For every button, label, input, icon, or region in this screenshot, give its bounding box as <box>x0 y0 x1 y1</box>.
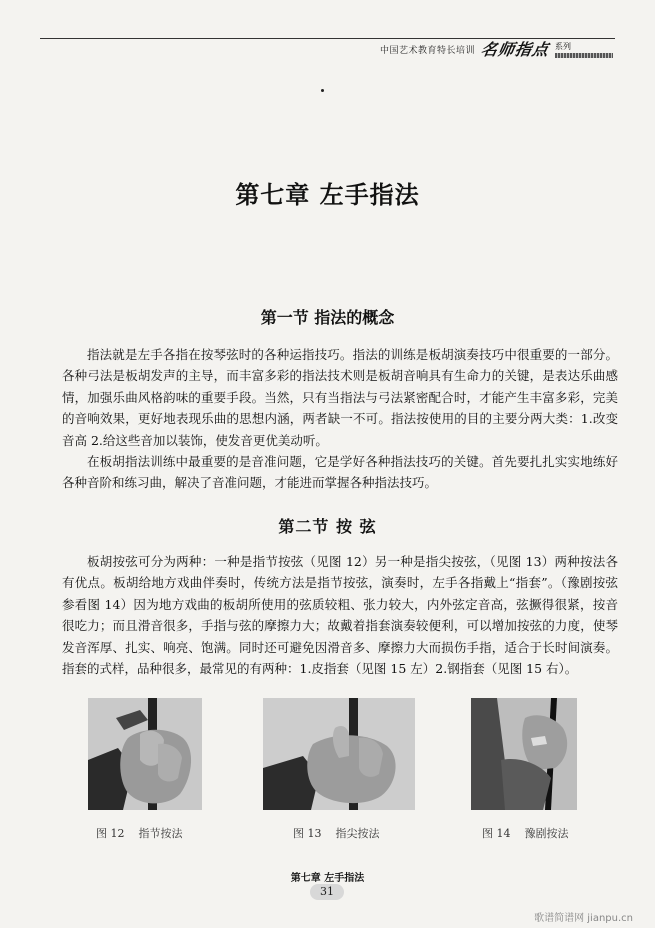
header-rule <box>40 38 615 39</box>
figure-14-caption: 图 14 豫剧按法 <box>482 827 569 840</box>
figure-13-photo <box>263 698 415 810</box>
figure-13-caption: 图 13 指尖按法 <box>293 827 380 840</box>
chapter-title: 第七章 左手指法 <box>235 180 420 209</box>
series-label: 系列 <box>555 42 571 51</box>
figure-12-photo <box>88 698 202 810</box>
section2-paragraph-1: 板胡按弦可分为两种：一种是指节按弦（见图 12）另一种是指尖按弦，（见图 13）两种按法各有优点。板胡给地方戏曲伴奏时，传统方法是指节按弦，演奏时，左手各指戴上“指套”。（豫剧按弦参看图 14）因为地方戏曲的板胡所使用的弦质较粗、张力较大，内外弦定音高，弦撅得很紧，按音很吃力；而且滑音很多，手指与弦的摩擦力大；故戴着指套演奏较便利，可以增加按弦的力度，使琴发音浑厚、扎实、响亮、饱满。同时还可避免因滑音多、摩擦力大而损伤手指，适合于长时间演奏。指套的式样，品种很多，最常见的有两种：1.皮指套（见图 15 左）2.钢指套（见图 15 右）。 <box>62 554 618 677</box>
hand-photo-icon <box>88 698 202 810</box>
series-brand-logo: 名师指点 <box>479 40 551 59</box>
footer-chapter-title: 第七章 左手指法 <box>290 873 365 884</box>
page-number: 31 <box>310 884 344 900</box>
figure-12-caption: 图 12 指节按法 <box>96 827 183 840</box>
decorative-dot <box>321 89 324 92</box>
series-strip-decoration <box>555 53 613 58</box>
series-header <box>380 42 613 58</box>
section1-paragraph-1: 指法就是左手各指在按琴弦时的各种运指技巧。指法的训练是板胡演奏技巧中很重要的一部分。各种弓法是板胡发声的主导，而丰富多彩的指法技术则是板胡音响具有生命力的关键，是表达乐曲感情，加强乐曲风格韵味的重要手段。当然，只有当指法与弓法紧密配合时，才能产生丰富多彩，完美的音响效果，更好地表现乐曲的思想内涵，两者缺一不可。指法按使用的目的主要分两大类：1.改变音高 2.给这些音加以装饰，使发音更优美动听。 <box>62 347 618 448</box>
hand-photo-icon <box>263 698 415 810</box>
section1-paragraph-2: 在板胡指法训练中最重要的是音准问题，它是学好各种指法技巧的关键。首先要扎扎实实地练好各种音阶和练习曲，解决了音准问题，才能进而掌握各种指法技巧。 <box>62 454 618 491</box>
hand-photo-icon <box>471 698 577 810</box>
figure-14-photo <box>471 698 577 810</box>
series-subtitle: 中国艺术教育特长培训 <box>379 46 475 56</box>
section-title-1: 第一节 指法的概念 <box>260 308 395 327</box>
series-label-block <box>555 42 613 58</box>
watermark: 歌谱简谱网 jianpu.cn <box>534 913 633 924</box>
section-title-2: 第二节 按 弦 <box>278 517 377 536</box>
